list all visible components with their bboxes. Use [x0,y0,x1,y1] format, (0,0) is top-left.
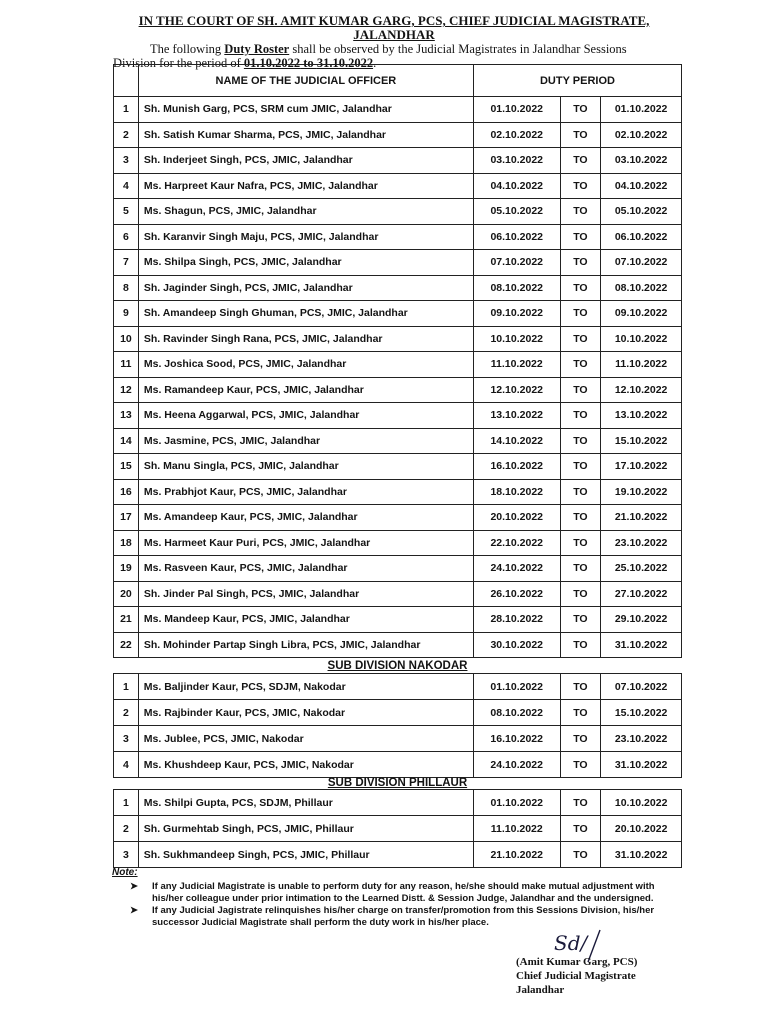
serial-number: 19 [114,556,139,582]
serial-number: 21 [114,607,139,633]
duty-from-date: 02.10.2022 [473,122,560,148]
serial-number: 22 [114,632,139,658]
duty-to-date: 06.10.2022 [601,224,682,250]
duty-to-date: 15.10.2022 [601,428,682,454]
serial-number: 5 [114,199,139,225]
signature-block [516,955,637,997]
serial-header [114,65,139,97]
table-row [114,479,682,505]
to-label: TO [560,752,601,778]
duty-from-date: 20.10.2022 [473,505,560,531]
officer-name: Sh. Jaginder Singh, PCS, JMIC, Jalandhar [138,275,473,301]
to-label: TO [560,530,601,556]
table-row [114,377,682,403]
duty-to-date: 12.10.2022 [601,377,682,403]
serial-number: 4 [114,752,139,778]
duty-from-date: 24.10.2022 [473,556,560,582]
duty-from-date: 14.10.2022 [473,428,560,454]
table-row [114,326,682,352]
to-label: TO [560,173,601,199]
phillaur-body [114,790,682,868]
signature-mark: Sd/ [554,931,588,955]
table-row [114,275,682,301]
serial-number: 3 [114,842,139,868]
to-label: TO [560,377,601,403]
serial-number: 20 [114,581,139,607]
duty-to-date: 07.10.2022 [601,250,682,276]
to-label: TO [560,607,601,633]
to-label: TO [560,632,601,658]
phillaur-title: SUB DIVISION PHILLAUR [327,777,468,789]
main-roster-table [113,64,682,658]
period-to: 31.10.2022 [316,56,374,70]
to-label: TO [560,842,601,868]
duty-to-date: 08.10.2022 [601,275,682,301]
duty-from-date: 01.10.2022 [473,97,560,123]
table-row [114,752,682,778]
duty-to-date: 29.10.2022 [601,607,682,633]
duty-from-date: 16.10.2022 [473,454,560,480]
officer-name: Ms. Joshica Sood, PCS, JMIC, Jalandhar [138,352,473,378]
duty-to-date: 04.10.2022 [601,173,682,199]
table-row [114,352,682,378]
to-label: TO [560,581,601,607]
signatory-name: (Amit Kumar Garg, PCS) [516,956,638,968]
serial-number: 6 [114,224,139,250]
officer-name: Sh. Jinder Pal Singh, PCS, JMIC, Jalandhar [138,581,473,607]
to-label: TO [560,454,601,480]
duty-to-date: 10.10.2022 [601,326,682,352]
to-label: TO [560,224,601,250]
period-from: 01.10.2022 [243,56,301,70]
nakodar-table [113,673,682,778]
officer-name: Ms. Shagun, PCS, JMIC, Jalandhar [138,199,473,225]
signatory-designation: Chief Judicial Magistrate [516,970,636,982]
serial-number: 1 [114,674,139,700]
table-row [114,97,682,123]
duty-from-date: 09.10.2022 [473,301,560,327]
intro-text-c: Division for the period of [113,56,244,70]
table-row [114,505,682,531]
table-row [114,726,682,752]
serial-number: 18 [114,530,139,556]
to-label: TO [560,275,601,301]
table-row [114,842,682,868]
to-label: TO [560,352,601,378]
officer-name: Sh. Manu Singla, PCS, JMIC, Jalandhar [138,454,473,480]
duty-from-date: 05.10.2022 [473,199,560,225]
serial-number: 4 [114,173,139,199]
duty-to-date: 27.10.2022 [601,581,682,607]
duty-to-date: 20.10.2022 [601,816,682,842]
duty-to-date: 13.10.2022 [601,403,682,429]
to-label: TO [560,700,601,726]
serial-number: 2 [114,700,139,726]
main-roster-body [114,97,682,658]
officer-name: Ms. Harpreet Kaur Nafra, PCS, JMIC, Jalandhar [138,173,473,199]
serial-number: 1 [114,790,139,816]
duty-from-date: 16.10.2022 [473,726,560,752]
table-row [114,403,682,429]
table-row [114,674,682,700]
table-row [114,428,682,454]
duty-from-date: 06.10.2022 [473,224,560,250]
to-label: TO [560,199,601,225]
officer-name: Ms. Mandeep Kaur, PCS, JMIC, Jalandhar [138,607,473,633]
serial-number: 1 [114,97,139,123]
duty-from-date: 03.10.2022 [473,148,560,174]
duty-from-date: 30.10.2022 [473,632,560,658]
officer-name: Sh. Gurmehtab Singh, PCS, JMIC, Phillaur [138,816,473,842]
serial-number: 14 [114,428,139,454]
duty-from-date: 04.10.2022 [473,173,560,199]
to-label: TO [560,250,601,276]
name-column-header: NAME OF THE JUDICIAL OFFICER [138,65,473,97]
arrow-bullet-icon: ➤ [130,905,138,916]
intro-line-1 [150,42,627,57]
to-label: TO [560,816,601,842]
to-label: TO [560,403,601,429]
officer-name: Ms. Amandeep Kaur, PCS, JMIC, Jalandhar [138,505,473,531]
table-row [114,301,682,327]
to-label: TO [560,326,601,352]
note-point-2-text: If any Judicial Jagistrate relinquishes his/her charge on transfer/promotion from this Sessions Division, his/her successor Judicial Magistrate shall perform the duty work in his/her place. [152,905,655,928]
intro-text-a: The following [150,42,225,56]
table-row [114,148,682,174]
table-row [114,700,682,726]
serial-number: 11 [114,352,139,378]
intro-end: . [373,56,377,70]
table-row [114,122,682,148]
duty-roster-label: Duty Roster [224,42,290,56]
duty-to-date: 10.10.2022 [601,790,682,816]
officer-name: Ms. Prabhjot Kaur, PCS, JMIC, Jalandhar [138,479,473,505]
table-row [114,632,682,658]
heading-line-2: JALANDHAR [353,27,435,42]
duty-to-date: 15.10.2022 [601,700,682,726]
officer-name: Ms. Jublee, PCS, JMIC, Nakodar [138,726,473,752]
duty-from-date: 21.10.2022 [473,842,560,868]
table-row [114,224,682,250]
duty-from-date: 08.10.2022 [473,275,560,301]
nakodar-title: SUB DIVISION NAKODAR [327,660,468,672]
serial-number: 17 [114,505,139,531]
period-column-header: DUTY PERIOD [473,65,681,97]
duty-from-date: 11.10.2022 [473,352,560,378]
table-row [114,607,682,633]
to-label: TO [560,122,601,148]
to-label: TO [560,479,601,505]
officer-name: Ms. Jasmine, PCS, JMIC, Jalandhar [138,428,473,454]
table-row [114,581,682,607]
to-label: TO [560,148,601,174]
duty-from-date: 11.10.2022 [473,816,560,842]
officer-name: Ms. Rajbinder Kaur, PCS, JMIC, Nakodar [138,700,473,726]
duty-from-date: 12.10.2022 [473,377,560,403]
note-point-1-text: If any Judicial Magistrate is unable to perform duty for any reason, he/she should make mutual adjustment with his/her colleague under prior intimation to the Learned Distt. & Session Judge, Jalandhar and the undersigned. [152,881,655,904]
officer-name: Sh. Mohinder Partap Singh Libra, PCS, JMIC, Jalandhar [138,632,473,658]
officer-name: Ms. Baljinder Kaur, PCS, SDJM, Nakodar [138,674,473,700]
serial-number: 9 [114,301,139,327]
signatory-place: Jalandhar [516,984,565,996]
table-row [114,530,682,556]
to-label: TO [560,556,601,582]
duty-from-date: 08.10.2022 [473,700,560,726]
serial-number: 16 [114,479,139,505]
serial-number: 2 [114,122,139,148]
to-label: TO [560,428,601,454]
table-row [114,790,682,816]
officer-name: Sh. Inderjeet Singh, PCS, JMIC, Jalandhar [138,148,473,174]
officer-name: Sh. Satish Kumar Sharma, PCS, JMIC, Jalandhar [138,122,473,148]
duty-from-date: 13.10.2022 [473,403,560,429]
officer-name: Sh. Karanvir Singh Maju, PCS, JMIC, Jalandhar [138,224,473,250]
duty-from-date: 22.10.2022 [473,530,560,556]
officer-name: Sh. Amandeep Singh Ghuman, PCS, JMIC, Jalandhar [138,301,473,327]
nakodar-body [114,674,682,778]
duty-from-date: 07.10.2022 [473,250,560,276]
duty-to-date: 21.10.2022 [601,505,682,531]
duty-to-date: 25.10.2022 [601,556,682,582]
period-mid: to [300,56,317,70]
to-label: TO [560,674,601,700]
duty-to-date: 19.10.2022 [601,479,682,505]
to-label: TO [560,726,601,752]
duty-from-date: 18.10.2022 [473,479,560,505]
duty-from-date: 01.10.2022 [473,790,560,816]
duty-from-date: 10.10.2022 [473,326,560,352]
note-label: Note: [112,867,138,878]
officer-name: Ms. Rasveen Kaur, PCS, JMIC, Jalandhar [138,556,473,582]
note-point-2 [130,905,670,928]
serial-number: 15 [114,454,139,480]
intro-text-b: shall be observed by the Judicial Magistrates in Jalandhar Sessions [289,42,627,56]
to-label: TO [560,97,601,123]
serial-number: 12 [114,377,139,403]
duty-to-date: 02.10.2022 [601,122,682,148]
officer-name: Sh. Sukhmandeep Singh, PCS, JMIC, Phillaur [138,842,473,868]
serial-number: 3 [114,148,139,174]
to-label: TO [560,301,601,327]
table-row [114,556,682,582]
duty-to-date: 05.10.2022 [601,199,682,225]
duty-to-date: 11.10.2022 [601,352,682,378]
table-row [114,250,682,276]
duty-to-date: 31.10.2022 [601,842,682,868]
to-label: TO [560,505,601,531]
duty-from-date: 24.10.2022 [473,752,560,778]
duty-to-date: 01.10.2022 [601,97,682,123]
officer-name: Ms. Heena Aggarwal, PCS, JMIC, Jalandhar [138,403,473,429]
table-row [114,199,682,225]
arrow-bullet-icon: ➤ [130,881,138,892]
duty-to-date: 17.10.2022 [601,454,682,480]
officer-name: Ms. Shilpi Gupta, PCS, SDJM, Phillaur [138,790,473,816]
duty-to-date: 03.10.2022 [601,148,682,174]
serial-number: 10 [114,326,139,352]
officer-name: Ms. Ramandeep Kaur, PCS, JMIC, Jalandhar [138,377,473,403]
officer-name: Ms. Harmeet Kaur Puri, PCS, JMIC, Jalandhar [138,530,473,556]
duty-from-date: 28.10.2022 [473,607,560,633]
serial-number: 8 [114,275,139,301]
serial-number: 2 [114,816,139,842]
officer-name: Ms. Khushdeep Kaur, PCS, JMIC, Nakodar [138,752,473,778]
table-row [114,454,682,480]
court-heading [0,14,768,42]
duty-to-date: 31.10.2022 [601,752,682,778]
heading-line-1: IN THE COURT OF SH. AMIT KUMAR GARG, PCS, CHIEF JUDICIAL MAGISTRATE, [138,13,650,28]
table-row [114,173,682,199]
note-point-1 [130,881,670,904]
duty-from-date: 26.10.2022 [473,581,560,607]
officer-name: Sh. Munish Garg, PCS, SRM cum JMIC, Jalandhar [138,97,473,123]
serial-number: 7 [114,250,139,276]
to-label: TO [560,790,601,816]
serial-number: 3 [114,726,139,752]
phillaur-table [113,789,682,868]
duty-to-date: 31.10.2022 [601,632,682,658]
duty-from-date: 01.10.2022 [473,674,560,700]
serial-number: 13 [114,403,139,429]
officer-name: Ms. Shilpa Singh, PCS, JMIC, Jalandhar [138,250,473,276]
duty-to-date: 23.10.2022 [601,530,682,556]
duty-to-date: 07.10.2022 [601,674,682,700]
duty-to-date: 09.10.2022 [601,301,682,327]
officer-name: Sh. Ravinder Singh Rana, PCS, JMIC, Jalandhar [138,326,473,352]
duty-to-date: 23.10.2022 [601,726,682,752]
table-row [114,816,682,842]
